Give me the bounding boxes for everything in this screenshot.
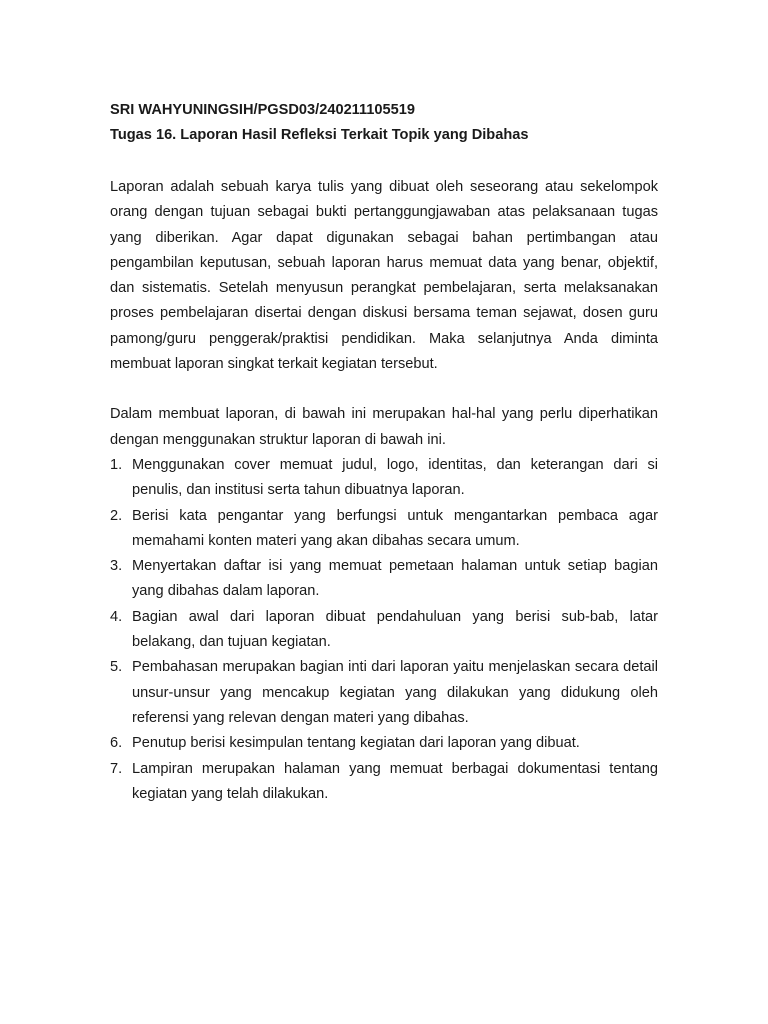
list-item (110, 453, 658, 504)
list-item-number: 7. (110, 760, 123, 777)
list-item-text: Lampiran merupakan halaman yang memuat berbagai dokumentasi tentang kegiatan yang telah dilakukan. (132, 760, 658, 802)
list-item (110, 655, 658, 731)
author-line: SRI WAHYUNINGSIH/PGSD03/240211105519 (110, 102, 415, 118)
document-page (110, 98, 658, 807)
list-item-text: Pembahasan merupakan bagian inti dari laporan yaitu menjelaskan secara detail unsur-unsur yang mencakup kegiatan yang dilakukan yang didukung oleh referensi yang relevan dengan materi yang dibahas. (132, 659, 658, 726)
list-item (110, 504, 658, 555)
intro-paragraph: Laporan adalah sebuah karya tulis yang dibuat oleh seseorang atau sekelompok orang dengan tujuan sebagai bukti pertanggungjawaban atas pelaksanaan tugas yang diberikan. Agar dapat digunakan sebagai bahan pertimbangan atau pengambilan keputusan, sebuah laporan harus memuat data yang benar, objektif, dan sistematis. Setelah menyusun perangkat pembelajaran, serta melaksanakan proses pembelajaran disertai dengan diskusi bersama teman sejawat, dosen guru pamong/guru penggerak/praktisi pendidikan. Maka selanjutnya Anda diminta membuat laporan singkat terkait kegiatan tersebut. (110, 179, 658, 373)
list-item (110, 554, 658, 605)
structure-list (110, 453, 658, 807)
list-item (110, 731, 658, 756)
list-item-number: 3. (110, 558, 123, 575)
list-item-text: Menyertakan daftar isi yang memuat pemetaan halaman untuk setiap bagian yang dibahas dalam laporan. (132, 558, 658, 600)
list-item-text: Penutup berisi kesimpulan tentang kegiatan dari laporan yang dibuat. (132, 735, 580, 752)
list-item-number: 6. (110, 735, 123, 752)
list-item-text: Berisi kata pengantar yang berfungsi untuk mengantarkan pembaca agar memahami konten materi yang akan dibahas secara umum. (132, 507, 658, 549)
instructions-paragraph: Dalam membuat laporan, di bawah ini merupakan hal-hal yang perlu diperhatikan dengan menggunakan struktur laporan di bawah ini. (110, 406, 658, 448)
list-item-number: 4. (110, 608, 123, 625)
list-item-text: Bagian awal dari laporan dibuat pendahuluan yang berisi sub-bab, latar belakang, dan tujuan kegiatan. (132, 608, 658, 651)
list-item (110, 757, 658, 808)
list-item-text: Menggunakan cover memuat judul, logo, identitas, dan keterangan dari si penulis, dan institusi serta tahun dibuatnya laporan. (132, 456, 658, 499)
list-item (110, 605, 658, 656)
list-item-number: 1. (110, 456, 123, 473)
list-item-number: 2. (110, 507, 123, 524)
list-item-number: 5. (110, 659, 123, 676)
assignment-title: Tugas 16. Laporan Hasil Refleksi Terkait Topik yang Dibahas (110, 127, 529, 143)
